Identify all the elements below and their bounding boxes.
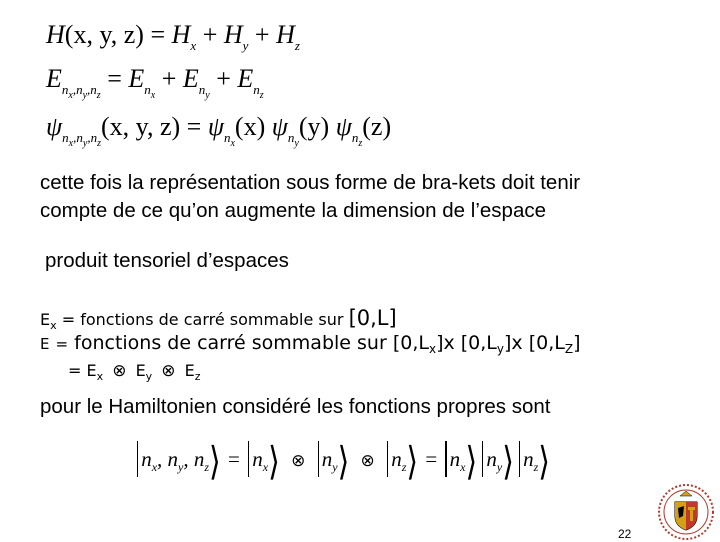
hamiltonian-sentence: pour le Hamiltonien considéré les fonctions propres sont bbox=[40, 395, 551, 418]
paragraph-line-2: compte de ce qu’on augmente la dimension de l’espace bbox=[40, 199, 546, 222]
tensor-product-heading: produit tensoriel d’espaces bbox=[45, 249, 289, 272]
geneva-coat-of-arms-logo bbox=[656, 482, 716, 542]
wavefunction-equation: $\psi_{n_x,n_y,n_z}(x$, y, $z) = \psi_{n_x}(x)$ $\psi_{n_y}(y)$ $\psi_{n_z}(z)$ bbox=[46, 112, 392, 149]
paragraph-line-1: cette fois la représentation sous forme de bra-kets doit tenir bbox=[40, 171, 581, 194]
ket-equation: $n_x$, $n_y$, $n_z⟩$ = $n_x⟩$ ⊗ $n_y⟩$ ⊗ $n_z⟩$ = $n_x⟩$ $n_y⟩$ $n_z⟩$ bbox=[134, 441, 552, 478]
tensor-product-line: = $E_x$ ⊗ $E_y$ ⊗ $E_z$ bbox=[68, 361, 201, 383]
hamiltonian-equation: H(x, y, $z) = H_x + H_y + H_z$ bbox=[46, 20, 300, 53]
energy-equation: $E_{n_x,n_y,n_z} = E_{n_x} + E_{n_y} + E_{n_z}$ bbox=[46, 64, 264, 101]
page-number: 22 bbox=[618, 527, 632, 541]
e-definition: E = fonctions de carré sommable sur $[0,L_x]x$ $[0,L_y]x$ $[0,L_Z]$ bbox=[40, 332, 581, 356]
ex-definition: $E_x$ = fonctions de carré sommable sur [0,L] bbox=[40, 306, 397, 332]
